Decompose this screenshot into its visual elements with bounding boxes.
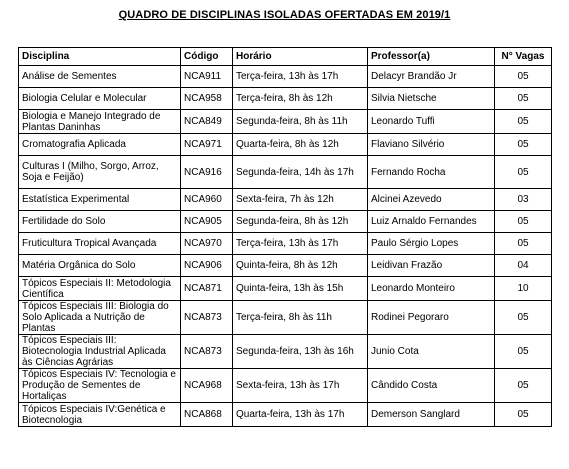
cell-horario: Quinta-feira, 8h às 12h xyxy=(233,255,368,277)
cell-horario: Segunda-feira, 14h às 17h xyxy=(233,156,368,189)
cell-codigo: NCA958 xyxy=(181,88,233,110)
cell-vagas: 04 xyxy=(495,255,552,277)
cell-disciplina: Culturas I (Milho, Sorgo, Arroz, Soja e Feijão) xyxy=(19,156,181,189)
header-horario: Horário xyxy=(233,48,368,66)
header-vagas: N° Vagas xyxy=(495,48,552,66)
cell-professor: Leidivan Frazão xyxy=(368,255,495,277)
cell-disciplina: Fruticultura Tropical Avançada xyxy=(19,233,181,255)
cell-disciplina: Tópicos Especiais IV: Tecnologia e Produção de Sementes de Hortaliças xyxy=(19,369,181,403)
cell-horario: Sexta-feira, 13h às 17h xyxy=(233,369,368,403)
cell-disciplina: Biologia Celular e Molecular xyxy=(19,88,181,110)
table-row xyxy=(19,233,552,255)
cell-disciplina: Tópicos Especiais IV:Genética e Biotecnologia xyxy=(19,403,181,427)
cell-codigo: NCA970 xyxy=(181,233,233,255)
disciplinas-table xyxy=(18,47,552,427)
cell-professor: Leonardo Monteiro xyxy=(368,277,495,301)
cell-codigo: NCA849 xyxy=(181,110,233,134)
cell-horario: Terça-feira, 13h às 17h xyxy=(233,233,368,255)
table-row xyxy=(19,277,552,301)
cell-vagas: 05 xyxy=(495,211,552,233)
cell-codigo: NCA916 xyxy=(181,156,233,189)
cell-disciplina: Fertilidade do Solo xyxy=(19,211,181,233)
cell-vagas: 05 xyxy=(495,233,552,255)
cell-horario: Quarta-feira, 8h às 12h xyxy=(233,134,368,156)
cell-horario: Terça-feira, 8h às 11h xyxy=(233,301,368,335)
table-header-row xyxy=(19,48,552,66)
cell-disciplina: Cromatografia Aplicada xyxy=(19,134,181,156)
cell-professor: Paulo Sérgio Lopes xyxy=(368,233,495,255)
cell-vagas: 05 xyxy=(495,403,552,427)
table-row xyxy=(19,66,552,88)
cell-vagas: 05 xyxy=(495,134,552,156)
cell-vagas: 05 xyxy=(495,88,552,110)
cell-horario: Terça-feira, 8h às 12h xyxy=(233,88,368,110)
header-codigo: Código xyxy=(181,48,233,66)
table-row xyxy=(19,110,552,134)
cell-vagas: 05 xyxy=(495,156,552,189)
cell-professor: Flaviano Silvério xyxy=(368,134,495,156)
table-row xyxy=(19,134,552,156)
table-row xyxy=(19,189,552,211)
cell-codigo: NCA906 xyxy=(181,255,233,277)
cell-professor: Rodinei Pegoraro xyxy=(368,301,495,335)
cell-disciplina: Tópicos Especiais II: Metodologia Científica xyxy=(19,277,181,301)
cell-vagas: 05 xyxy=(495,335,552,369)
cell-codigo: NCA971 xyxy=(181,134,233,156)
cell-horario: Terça-feira, 13h às 17h xyxy=(233,66,368,88)
cell-professor: Fernando Rocha xyxy=(368,156,495,189)
cell-vagas: 05 xyxy=(495,369,552,403)
cell-disciplina: Tópicos Especiais III: Biologia do Solo Aplicada a Nutrição de Plantas xyxy=(19,301,181,335)
cell-vagas: 03 xyxy=(495,189,552,211)
page-title: QUADRO DE DISCIPLINAS ISOLADAS OFERTADAS EM 2019/1 xyxy=(118,9,451,21)
cell-professor: Delacyr Brandão Jr xyxy=(368,66,495,88)
cell-codigo: NCA911 xyxy=(181,66,233,88)
table-row xyxy=(19,301,552,335)
cell-disciplina: Biologia e Manejo Integrado de Plantas Daninhas xyxy=(19,110,181,134)
cell-disciplina: Estatística Experimental xyxy=(19,189,181,211)
table-row xyxy=(19,255,552,277)
cell-horario: Quarta-feira, 13h às 17h xyxy=(233,403,368,427)
cell-horario: Segunda-feira, 13h às 16h xyxy=(233,335,368,369)
table-row xyxy=(19,335,552,369)
cell-horario: Sexta-feira, 7h às 12h xyxy=(233,189,368,211)
cell-codigo: NCA868 xyxy=(181,403,233,427)
cell-codigo: NCA968 xyxy=(181,369,233,403)
table-row xyxy=(19,88,552,110)
cell-vagas: 05 xyxy=(495,66,552,88)
table-row xyxy=(19,369,552,403)
table-row xyxy=(19,156,552,189)
cell-codigo: NCA905 xyxy=(181,211,233,233)
cell-codigo: NCA960 xyxy=(181,189,233,211)
cell-codigo: NCA871 xyxy=(181,277,233,301)
cell-professor: Luiz Arnaldo Fernandes xyxy=(368,211,495,233)
cell-horario: Segunda-feira, 8h às 11h xyxy=(233,110,368,134)
header-professor: Professor(a) xyxy=(368,48,495,66)
cell-vagas: 05 xyxy=(495,110,552,134)
cell-professor: Leonardo Tuffi xyxy=(368,110,495,134)
cell-vagas: 05 xyxy=(495,301,552,335)
cell-horario: Segunda-feira, 8h às 12h xyxy=(233,211,368,233)
cell-horario: Quinta-feira, 13h às 15h xyxy=(233,277,368,301)
cell-professor: Cândido Costa xyxy=(368,369,495,403)
cell-professor: Junio Cota xyxy=(368,335,495,369)
cell-disciplina: Tópicos Especiais III: Biotecnologia Industrial Aplicada às Ciências Agrárias xyxy=(19,335,181,369)
cell-professor: Alcinei Azevedo xyxy=(368,189,495,211)
cell-codigo: NCA873 xyxy=(181,301,233,335)
table-row xyxy=(19,211,552,233)
cell-disciplina: Matéria Orgânica do Solo xyxy=(19,255,181,277)
cell-vagas: 10 xyxy=(495,277,552,301)
cell-professor: Silvia Nietsche xyxy=(368,88,495,110)
cell-codigo: NCA873 xyxy=(181,335,233,369)
header-disciplina: Disciplina xyxy=(19,48,181,66)
cell-professor: Demerson Sanglard xyxy=(368,403,495,427)
table-row xyxy=(19,403,552,427)
cell-disciplina: Análise de Sementes xyxy=(19,66,181,88)
